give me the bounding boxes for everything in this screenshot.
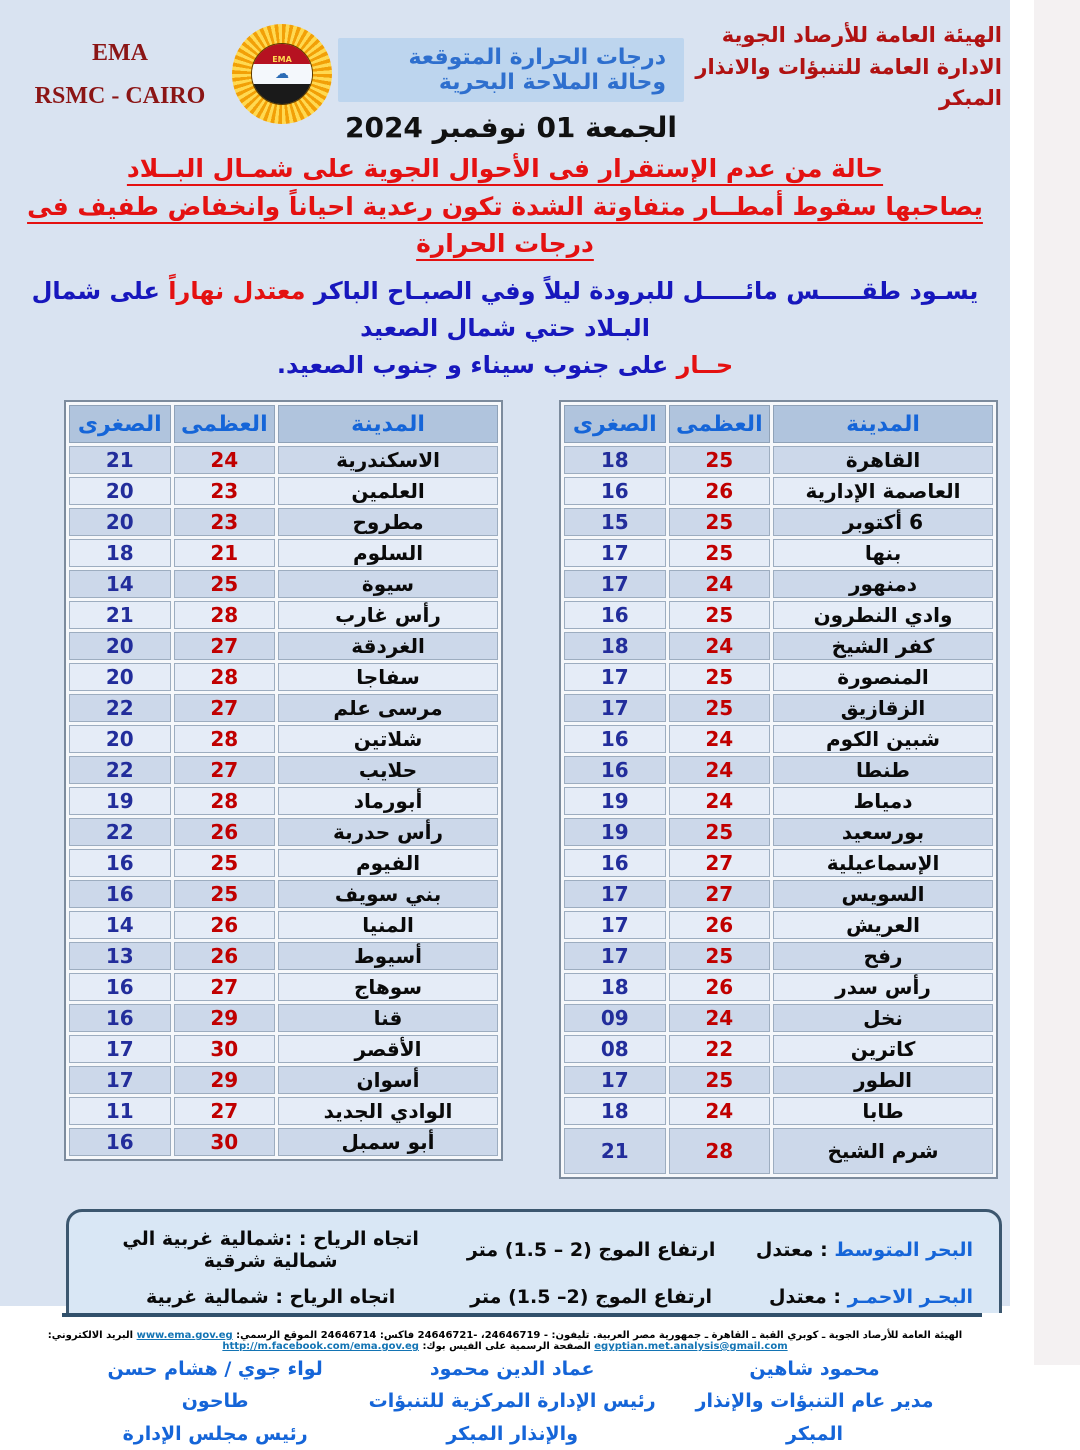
- min-temperature: 20: [69, 663, 171, 691]
- max-temperature: 29: [174, 1066, 276, 1094]
- email-link[interactable]: egyptian.met.analysis@gmail.com: [594, 1341, 788, 1352]
- temperature-table-left: [64, 400, 503, 1161]
- city-name: كفر الشيخ: [773, 632, 993, 660]
- table-row: [69, 539, 498, 567]
- page-edge: [1034, 0, 1080, 1365]
- city-name: أبورماد: [278, 787, 498, 815]
- max-temperature: 25: [669, 446, 771, 474]
- min-temperature: 18: [564, 446, 666, 474]
- table-row: [69, 508, 498, 536]
- min-temperature: 22: [69, 818, 171, 846]
- sea-state: : معتدل: [769, 1286, 841, 1309]
- signature-block: [95, 1353, 335, 1450]
- city-name: أسيوط: [278, 942, 498, 970]
- min-temperature: 21: [69, 446, 171, 474]
- table-row: [69, 725, 498, 753]
- table-row: [69, 477, 498, 505]
- city-name: شلاتين: [278, 725, 498, 753]
- table-row: [69, 973, 498, 1001]
- table-row: [69, 818, 498, 846]
- wind-direction: اتجاه الرياح : :شمالية غربية الي شمالية شرقية: [122, 1228, 419, 1273]
- table-row: [69, 1066, 498, 1094]
- max-temperature: 24: [669, 570, 771, 598]
- city-name: بورسعيد: [773, 818, 993, 846]
- min-temperature: 19: [564, 787, 666, 815]
- signatory-name: لواء جوي / هشام حسن طاحون: [107, 1358, 323, 1413]
- table-row: [564, 694, 993, 722]
- table-row: [564, 477, 993, 505]
- table-row: [564, 601, 993, 629]
- city-name: طابا: [773, 1097, 993, 1125]
- signature-block: [689, 1353, 940, 1450]
- min-temperature: 15: [564, 508, 666, 536]
- city-name: 6 أكتوبر: [773, 508, 993, 536]
- max-temperature: 28: [174, 663, 276, 691]
- min-temperature: 16: [69, 1128, 171, 1156]
- table-row: [69, 446, 498, 474]
- city-name: دمنهور: [773, 570, 993, 598]
- max-temperature: 27: [669, 880, 771, 908]
- min-temperature: 17: [564, 911, 666, 939]
- table-row: [564, 973, 993, 1001]
- max-temperature: 27: [174, 1097, 276, 1125]
- forecast-part-hot: حــار: [676, 350, 734, 379]
- min-temperature: 19: [564, 818, 666, 846]
- city-name: الوادي الجديد: [278, 1097, 498, 1125]
- city-name: أبو سمبل: [278, 1128, 498, 1156]
- city-name: الفيوم: [278, 849, 498, 877]
- city-name: قنا: [278, 1004, 498, 1032]
- city-name: الزقازيق: [773, 694, 993, 722]
- city-name: الأقصر: [278, 1035, 498, 1063]
- wave-height: ارتفاع الموج ‪(1.5 – 2)‬ متر: [466, 1239, 716, 1262]
- min-temperature: 20: [69, 725, 171, 753]
- min-temperature: 16: [564, 477, 666, 505]
- min-temperature: 21: [564, 1128, 666, 1174]
- table-row: [69, 911, 498, 939]
- max-temperature: 25: [174, 880, 276, 908]
- city-name: وادي النطرون: [773, 601, 993, 629]
- table-row: [69, 1004, 498, 1032]
- city-name: المنصورة: [773, 663, 993, 691]
- table-row: [564, 787, 993, 815]
- city-name: دمياط: [773, 787, 993, 815]
- bulletin-date: الجمعة 01 نوفمبر 2024: [344, 111, 678, 144]
- cloud-icon: ☁: [252, 64, 312, 84]
- facebook-label: الصفحة الرسمية على الفيس بوك:: [422, 1341, 591, 1352]
- table-row: [69, 942, 498, 970]
- city-name: السويس: [773, 880, 993, 908]
- min-temperature: 09: [564, 1004, 666, 1032]
- column-header-min: الصغرى: [69, 405, 171, 443]
- table-row: [69, 787, 498, 815]
- city-name: المنيا: [278, 911, 498, 939]
- max-temperature: 24: [669, 632, 771, 660]
- signatory-title: رئيس الإدارة المركزية للتنبؤات والإنذار المبكر: [368, 1390, 656, 1445]
- max-temperature: 25: [174, 849, 276, 877]
- min-temperature: 17: [564, 539, 666, 567]
- min-temperature: 18: [564, 1097, 666, 1125]
- min-temperature: 14: [69, 570, 171, 598]
- min-temperature: 16: [69, 973, 171, 1001]
- city-name: شبين الكوم: [773, 725, 993, 753]
- table-row: [564, 539, 993, 567]
- forecast-part-5: على جنوب سيناء و جنوب الصعيد.: [276, 350, 669, 379]
- city-name: العريش: [773, 911, 993, 939]
- max-temperature: 30: [174, 1128, 276, 1156]
- column-header-min: الصغرى: [564, 405, 666, 443]
- city-name: طنطا: [773, 756, 993, 784]
- min-temperature: 14: [69, 911, 171, 939]
- max-temperature: 26: [669, 911, 771, 939]
- max-temperature: 22: [669, 1035, 771, 1063]
- max-temperature: 23: [174, 477, 276, 505]
- signatory-title: مدير عام التنبؤات والإنذار المبكر: [695, 1390, 934, 1445]
- contact-line: [0, 1330, 1010, 1352]
- min-temperature: 19: [69, 787, 171, 815]
- sea-name: البحر المتوسط: [834, 1239, 973, 1262]
- city-name: شرم الشيخ: [773, 1128, 993, 1174]
- city-name: كاترين: [773, 1035, 993, 1063]
- facebook-link[interactable]: http://m.facebook.com/ema.gov.eg: [222, 1341, 419, 1352]
- min-temperature: 16: [69, 1004, 171, 1032]
- table-header-row: [564, 405, 993, 443]
- min-temperature: 17: [69, 1066, 171, 1094]
- min-temperature: 22: [69, 756, 171, 784]
- table-row: [564, 818, 993, 846]
- city-name: مرسى علم: [278, 694, 498, 722]
- max-temperature: 25: [669, 942, 771, 970]
- weather-warning: [0, 150, 1010, 263]
- min-temperature: 16: [564, 601, 666, 629]
- max-temperature: 24: [669, 787, 771, 815]
- bulletin-title: درجات الحرارة المتوقعة وحالة الملاحة البحرية: [338, 38, 684, 102]
- table-row: [564, 1035, 993, 1063]
- city-name: مطروح: [278, 508, 498, 536]
- signatory-title: رئيس مجلس الإدارة: [122, 1422, 308, 1445]
- min-temperature: 08: [564, 1035, 666, 1063]
- max-temperature: 25: [669, 1066, 771, 1094]
- max-temperature: 29: [174, 1004, 276, 1032]
- min-temperature: 18: [69, 539, 171, 567]
- city-name: بنها: [773, 539, 993, 567]
- general-forecast: [0, 273, 1010, 385]
- table-row: [69, 880, 498, 908]
- min-temperature: 16: [69, 880, 171, 908]
- max-temperature: 26: [174, 911, 276, 939]
- table-header-row: [69, 405, 498, 443]
- city-name: الغردقة: [278, 632, 498, 660]
- signatory-name: محمود شاهين: [749, 1358, 880, 1381]
- city-name: العلمين: [278, 477, 498, 505]
- table-row: [69, 756, 498, 784]
- warning-line-2: يصاحبها سقوط أمطــار متفاوتة الشدة تكون رعدية احياناً وانخفاض طفيف فى درجات الحرارة: [27, 191, 983, 258]
- table-row: [564, 756, 993, 784]
- min-temperature: 20: [69, 632, 171, 660]
- sea-name-and-state: [736, 1239, 973, 1261]
- footer-divider: [62, 1313, 982, 1317]
- forecast-part-1: يسـود طقـــــس مائـــــل للبرودة ليلاً وفي الصبـاح الباكر: [313, 276, 979, 305]
- max-temperature: 24: [669, 756, 771, 784]
- max-temperature: 24: [669, 725, 771, 753]
- min-temperature: 11: [69, 1097, 171, 1125]
- city-name: حلايب: [278, 756, 498, 784]
- min-temperature: 17: [564, 694, 666, 722]
- table-row: [564, 1097, 993, 1125]
- table-row: [564, 849, 993, 877]
- logo-black-band: [252, 84, 312, 104]
- table-row: [69, 632, 498, 660]
- sea-condition-row: [95, 1286, 973, 1308]
- city-name: سفاجا: [278, 663, 498, 691]
- city-name: الطور: [773, 1066, 993, 1094]
- table-row: [564, 570, 993, 598]
- organization-titles: [684, 20, 1002, 115]
- table-row: [564, 911, 993, 939]
- table-row: [69, 1097, 498, 1125]
- ema-sun-logo-icon: [232, 24, 332, 124]
- min-temperature: 17: [564, 942, 666, 970]
- table-row: [69, 1035, 498, 1063]
- min-temperature: 21: [69, 601, 171, 629]
- max-temperature: 25: [174, 570, 276, 598]
- min-temperature: 16: [564, 849, 666, 877]
- max-temperature: 25: [669, 818, 771, 846]
- table-row: [564, 1128, 993, 1174]
- max-temperature: 21: [174, 539, 276, 567]
- column-header-city: المدينة: [278, 405, 498, 443]
- temperature-tables: [0, 384, 1010, 1179]
- ema-rsmc-block: [14, 20, 226, 118]
- table-row: [69, 601, 498, 629]
- sea-name-and-state: [736, 1286, 973, 1308]
- email-label: البريد الالكتروني:: [47, 1330, 134, 1341]
- max-temperature: 26: [669, 477, 771, 505]
- header: [0, 16, 1010, 144]
- marine-conditions-box: [66, 1209, 1002, 1329]
- org-name: الهيئة العامة للأرصاد الجوية: [721, 23, 1002, 47]
- min-temperature: 22: [69, 694, 171, 722]
- max-temperature: 28: [174, 601, 276, 629]
- max-temperature: 25: [669, 663, 771, 691]
- min-temperature: 16: [564, 725, 666, 753]
- header-center: [338, 20, 684, 144]
- max-temperature: 28: [669, 1128, 771, 1174]
- max-temperature: 27: [669, 849, 771, 877]
- max-temperature: 25: [669, 601, 771, 629]
- logo-ema-text: EMA: [252, 44, 312, 64]
- max-temperature: 27: [174, 694, 276, 722]
- ema-flag-emblem: [251, 43, 313, 105]
- table-row: [564, 663, 993, 691]
- signature-block: [335, 1353, 689, 1450]
- min-temperature: 17: [564, 880, 666, 908]
- sea-name: البحـر الاحمـر: [847, 1286, 973, 1309]
- max-temperature: 26: [174, 942, 276, 970]
- max-temperature: 25: [669, 539, 771, 567]
- min-temperature: 18: [564, 632, 666, 660]
- sea-state: : معتدل: [755, 1239, 828, 1262]
- table-row: [564, 1004, 993, 1032]
- sea-condition-row: [95, 1228, 973, 1272]
- max-temperature: 24: [174, 446, 276, 474]
- city-name: العاصمة الإدارية: [773, 477, 993, 505]
- min-temperature: 13: [69, 942, 171, 970]
- city-name: رأس حدربة: [278, 818, 498, 846]
- max-temperature: 25: [669, 508, 771, 536]
- city-name: سيوة: [278, 570, 498, 598]
- city-name: رأس سدر: [773, 973, 993, 1001]
- forecast-part-moderate: معتدل نهاراً: [168, 276, 306, 305]
- max-temperature: 24: [669, 1097, 771, 1125]
- contact-info: الهيئة العامة للأرصاد الجوية ـ كوبري القبة ـ القاهرة ـ جمهورية مصر العربية. تليفون: - 24646719، -24646721 فاكس: 24646714 الموقع الرسمي:: [236, 1330, 963, 1341]
- min-temperature: 17: [564, 663, 666, 691]
- left-table-body: [69, 446, 498, 1156]
- max-temperature: 28: [174, 725, 276, 753]
- min-temperature: 18: [564, 973, 666, 1001]
- rsmc-cairo-label: RSMC - CAIRO: [34, 83, 206, 110]
- min-temperature: 20: [69, 508, 171, 536]
- column-header-city: المدينة: [773, 405, 993, 443]
- min-temperature: 20: [69, 477, 171, 505]
- city-name: الإسماعيلية: [773, 849, 993, 877]
- max-temperature: 26: [669, 973, 771, 1001]
- min-temperature: 16: [564, 756, 666, 784]
- temperature-table-right: [559, 400, 998, 1179]
- signatory-name: عماد الدين محمود: [429, 1358, 595, 1381]
- min-temperature: 17: [69, 1035, 171, 1063]
- forecast-part-3: على شمال البـلاد حتي شمال الصعيد: [31, 276, 650, 342]
- min-temperature: 17: [564, 1066, 666, 1094]
- max-temperature: 25: [669, 694, 771, 722]
- city-name: نخل: [773, 1004, 993, 1032]
- forecast-line-1: [16, 273, 994, 347]
- table-row: [564, 725, 993, 753]
- column-header-max: العظمى: [174, 405, 276, 443]
- min-temperature: 16: [69, 849, 171, 877]
- city-name: أسوان: [278, 1066, 498, 1094]
- table-row: [564, 632, 993, 660]
- max-temperature: 27: [174, 756, 276, 784]
- table-row: [69, 694, 498, 722]
- website-link[interactable]: www.ema.gov.eg: [136, 1330, 233, 1341]
- table-row: [69, 570, 498, 598]
- max-temperature: 26: [174, 818, 276, 846]
- city-name: رفح: [773, 942, 993, 970]
- max-temperature: 28: [174, 787, 276, 815]
- min-temperature: 17: [564, 570, 666, 598]
- table-row: [564, 942, 993, 970]
- city-name: سوهاج: [278, 973, 498, 1001]
- max-temperature: 23: [174, 508, 276, 536]
- warning-line-1: حالة من عدم الإستقرار فى الأحوال الجوية على شمـال البــلاد: [126, 154, 884, 183]
- city-name: القاهرة: [773, 446, 993, 474]
- right-table-body: [564, 446, 993, 1174]
- wave-height: ارتفاع الموج ‪(1.5 –2)‬ متر: [470, 1286, 713, 1309]
- table-row: [69, 663, 498, 691]
- max-temperature: 24: [669, 1004, 771, 1032]
- forecast-line-2: [16, 347, 994, 384]
- page-gutter: [1010, 0, 1034, 1365]
- table-row: [564, 880, 993, 908]
- table-row: [564, 446, 993, 474]
- org-department: الادارة العامة للتنبؤات والانذار المبكر: [695, 54, 1002, 110]
- column-header-max: العظمى: [669, 405, 771, 443]
- table-row: [69, 1128, 498, 1156]
- city-name: بني سويف: [278, 880, 498, 908]
- table-row: [69, 849, 498, 877]
- ema-label: EMA: [92, 40, 148, 66]
- table-row: [564, 1066, 993, 1094]
- max-temperature: 27: [174, 973, 276, 1001]
- city-name: الاسكندرية: [278, 446, 498, 474]
- footer: [0, 1313, 1010, 1352]
- city-name: السلوم: [278, 539, 498, 567]
- max-temperature: 30: [174, 1035, 276, 1063]
- wind-direction: اتجاه الرياح : شمالية غربية: [145, 1286, 396, 1309]
- max-temperature: 27: [174, 632, 276, 660]
- table-row: [564, 508, 993, 536]
- city-name: رأس غارب: [278, 601, 498, 629]
